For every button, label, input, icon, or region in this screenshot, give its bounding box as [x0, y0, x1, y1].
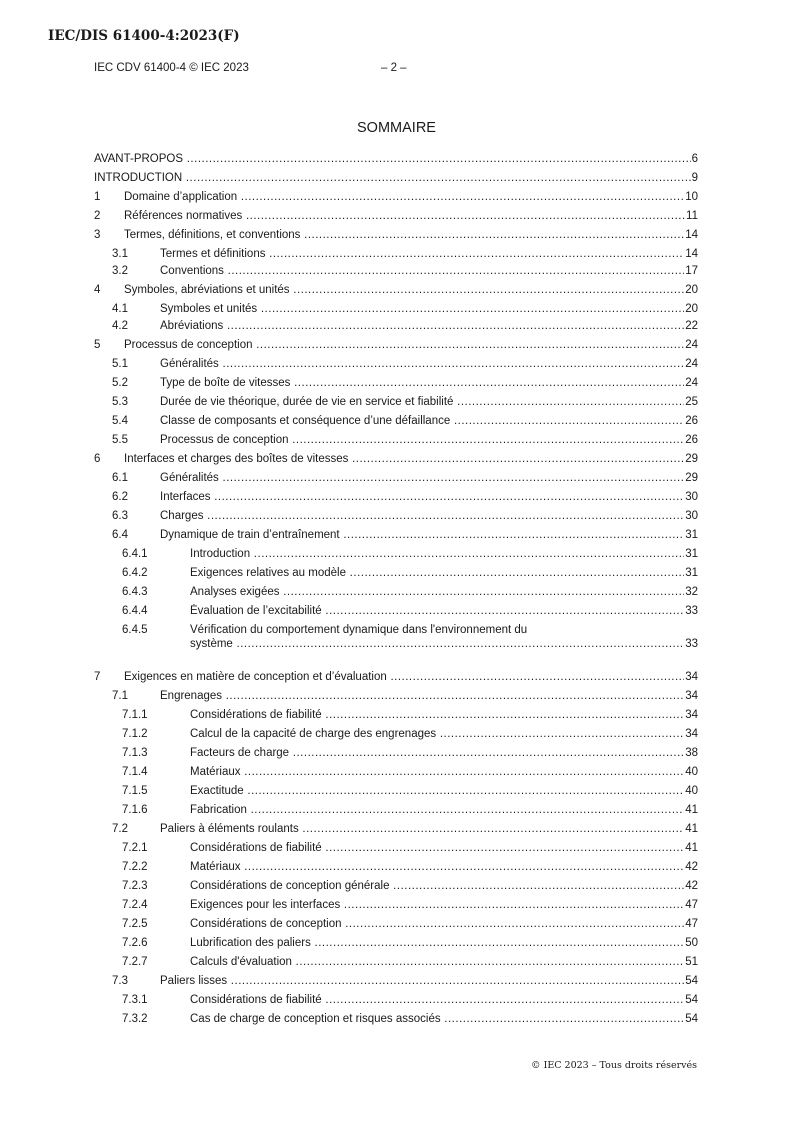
toc-entry-title: Termes, définitions, et conventions ..... — [124, 228, 684, 242]
toc-entry-page: 33 — [685, 605, 698, 617]
toc-entry-title: Symboles et unités ..... — [160, 302, 684, 316]
toc-entry-title: Paliers lisses ..... — [160, 974, 684, 988]
toc-entry-page: 17 — [685, 265, 698, 277]
toc-entry-page: 50 — [685, 937, 698, 949]
toc-entry-title: INTRODUCTION ..... — [94, 171, 691, 185]
toc-entry-page: 31 — [685, 548, 698, 560]
toc-entry-number: 7.1.1 — [122, 709, 148, 721]
toc-entry-page: 29 — [685, 472, 698, 484]
toc-entry-title: Références normatives ..... — [124, 209, 685, 223]
page-number: – 2 – — [381, 62, 407, 74]
toc-entry[interactable] — [94, 623, 698, 651]
toc-entry-title: Processus de conception ..... — [160, 433, 684, 447]
toc-entry-title: Considérations de fiabilité ..... — [190, 993, 684, 1007]
toc-entry-page: 14 — [685, 248, 698, 260]
toc-entry[interactable] — [94, 784, 698, 798]
toc-entry-page: 34 — [685, 690, 698, 702]
toc-entry-number: 7.2.4 — [122, 899, 148, 911]
document-id: IEC/DIS 61400-4:2023(F) — [48, 28, 240, 44]
toc-entry[interactable] — [94, 566, 698, 580]
toc-entry-page: 40 — [685, 766, 698, 778]
toc-entry-number: 7 — [94, 671, 101, 683]
toc-entry[interactable] — [94, 708, 698, 722]
toc-entry-title: Exactitude ..... — [190, 784, 684, 798]
toc-entry-number: 7.1.6 — [122, 804, 148, 816]
toc-entry[interactable] — [94, 547, 698, 561]
toc-entry-number: 7.2.5 — [122, 918, 148, 930]
toc-entry[interactable] — [94, 357, 698, 371]
toc-entry-page: 20 — [685, 303, 698, 315]
toc-entry-title: Considérations de conception générale ..... — [190, 879, 684, 893]
toc-entry-page: 51 — [685, 956, 698, 968]
toc-entry[interactable] — [94, 228, 698, 242]
toc-entry-title: Exigences relatives au modèle ..... — [190, 566, 684, 580]
toc-entry-number: 7.1 — [112, 690, 128, 702]
toc-entry[interactable] — [94, 433, 698, 447]
toc-entry-page: 54 — [685, 994, 698, 1006]
toc-entry-title: Analyses exigées ..... — [190, 585, 684, 599]
toc-entry[interactable] — [94, 993, 698, 1007]
toc-entry[interactable] — [94, 283, 698, 297]
toc-entry-number: 3.2 — [112, 265, 128, 277]
toc-entry-number: 7.2.7 — [122, 956, 148, 968]
toc-entry[interactable] — [94, 152, 698, 166]
toc-entry-title: Calcul de la capacité de charge des engrenages ..... — [190, 727, 684, 741]
toc-entry-number: 7.2.1 — [122, 842, 148, 854]
toc-entry[interactable] — [94, 528, 698, 542]
toc-entry-title: Calculs d'évaluation ..... — [190, 955, 684, 969]
toc-entry-page: 9 — [691, 172, 698, 184]
toc-entry-number: 7.2.2 — [122, 861, 148, 873]
toc-entry-page: 41 — [685, 804, 698, 816]
toc-entry-number: 3 — [94, 229, 101, 241]
toc-entry-number: 6.1 — [112, 472, 128, 484]
toc-entry-number: 6.2 — [112, 491, 128, 503]
toc-entry[interactable] — [94, 803, 698, 817]
toc-entry-title: Facteurs de charge ..... — [190, 746, 684, 760]
toc-entry-page: 31 — [685, 567, 698, 579]
toc-entry[interactable] — [94, 264, 698, 278]
toc-entry-number: 5.3 — [112, 396, 128, 408]
toc-entry-page: 10 — [685, 191, 698, 203]
toc-entry-number: 5.1 — [112, 358, 128, 370]
toc-entry-title: Interfaces et charges des boîtes de vitesses ..... — [124, 452, 684, 466]
toc-entry-title: Conventions ..... — [160, 264, 684, 278]
toc-entry-number: 5 — [94, 339, 101, 351]
toc-entry-page: 38 — [685, 747, 698, 759]
toc-entry-page: 30 — [685, 510, 698, 522]
table-of-contents — [94, 148, 698, 1026]
toc-entry-title: Charges ..... — [160, 509, 684, 523]
toc-entry[interactable] — [94, 414, 698, 428]
toc-entry-page: 54 — [685, 975, 698, 987]
toc-entry-title: Généralités ..... — [160, 357, 684, 371]
toc-entry-page: 11 — [686, 210, 698, 222]
toc-entry-page: 24 — [685, 358, 698, 370]
toc-entry-page: 34 — [685, 671, 698, 683]
toc-entry-page: 14 — [685, 229, 698, 241]
toc-entry-page: 47 — [685, 899, 698, 911]
toc-entry-number: 3.1 — [112, 248, 128, 260]
toc-entry-number: 7.3 — [112, 975, 128, 987]
toc-entry[interactable] — [94, 955, 698, 969]
toc-entry[interactable] — [94, 171, 698, 185]
toc-entry[interactable] — [94, 338, 698, 352]
toc-entry-number: 6.4.4 — [122, 605, 148, 617]
toc-entry-number: 5.4 — [112, 415, 128, 427]
toc-entry-page: 29 — [685, 453, 698, 465]
toc-entry[interactable] — [94, 302, 698, 316]
toc-entry-number: 7.1.4 — [122, 766, 148, 778]
toc-entry-page: 33 — [685, 638, 698, 650]
toc-entry-title: Fabrication ..... — [190, 803, 684, 817]
toc-entry[interactable] — [94, 376, 698, 390]
toc-entry-title: Symboles, abréviations et unités ..... — [124, 283, 684, 297]
toc-entry-title: Dynamique de train d’entraînement ..... — [160, 528, 684, 542]
toc-entry-page: 40 — [685, 785, 698, 797]
toc-entry[interactable] — [94, 1012, 698, 1026]
toc-entry-number: 7.1.3 — [122, 747, 148, 759]
toc-entry-number: 4.1 — [112, 303, 128, 315]
toc-entry[interactable] — [94, 689, 698, 703]
toc-entry[interactable] — [94, 974, 698, 988]
toc-entry-page: 41 — [685, 823, 698, 835]
toc-entry[interactable] — [94, 604, 698, 618]
toc-entry-page: 6 — [691, 153, 698, 165]
toc-entry-number: 6 — [94, 453, 101, 465]
toc-entry-number: 6.3 — [112, 510, 128, 522]
toc-entry-number: 6.4.5 — [122, 624, 148, 636]
toc-entry[interactable] — [94, 879, 698, 893]
toc-entry-title: Processus de conception ..... — [124, 338, 684, 352]
toc-entry-page: 54 — [685, 1013, 698, 1025]
toc-entry-title: Matériaux ..... — [190, 860, 684, 874]
toc-entry[interactable] — [94, 841, 698, 855]
toc-entry[interactable] — [94, 822, 698, 836]
running-head: IEC CDV 61400-4 © IEC 2023 — [94, 62, 249, 74]
toc-entry-number: 6.4.3 — [122, 586, 148, 598]
toc-entry-title: Généralités ..... — [160, 471, 684, 485]
toc-entry-title-continued: système ..... — [190, 637, 684, 651]
toc-entry-title: Exigences en matière de conception et d’évaluation ..... — [124, 670, 684, 684]
toc-entry-title: Vérification du comportement dynamique dans l'environnement du — [190, 624, 528, 636]
toc-entry-page: 42 — [685, 880, 698, 892]
toc-entry[interactable] — [94, 395, 698, 409]
toc-entry-number: 7.2 — [112, 823, 128, 835]
toc-entry[interactable] — [94, 765, 698, 779]
toc-entry-number: 7.3.1 — [122, 994, 148, 1006]
toc-entry-page: 26 — [685, 415, 698, 427]
toc-entry-number: 2 — [94, 210, 101, 222]
toc-entry[interactable] — [94, 917, 698, 931]
toc-entry-page: 24 — [685, 377, 698, 389]
toc-entry-title: Exigences pour les interfaces ..... — [190, 898, 684, 912]
toc-entry-title: Matériaux ..... — [190, 765, 684, 779]
toc-entry-page: 32 — [685, 586, 698, 598]
toc-entry-page: 20 — [685, 284, 698, 296]
toc-entry[interactable] — [94, 746, 698, 760]
toc-entry-number: 7.2.6 — [122, 937, 148, 949]
toc-entry-number: 1 — [94, 191, 101, 203]
toc-entry-page: 34 — [685, 728, 698, 740]
toc-entry-page: 26 — [685, 434, 698, 446]
toc-entry-title: Durée de vie théorique, durée de vie en service et fiabilité ..... — [160, 395, 684, 409]
toc-entry-title: Interfaces ..... — [160, 490, 684, 504]
toc-entry-number: 6.4.2 — [122, 567, 148, 579]
toc-entry-title: Abréviations ..... — [160, 319, 684, 333]
toc-entry[interactable] — [94, 509, 698, 523]
footer-copyright: © IEC 2023 – Tous droits réservés — [531, 1060, 697, 1071]
toc-entry-title: Introduction ..... — [190, 547, 684, 561]
toc-entry-title: Engrenages ..... — [160, 689, 684, 703]
toc-entry-page: 34 — [685, 709, 698, 721]
toc-entry-page: 47 — [685, 918, 698, 930]
toc-entry-number: 7.2.3 — [122, 880, 148, 892]
toc-entry-number: 7.3.2 — [122, 1013, 148, 1025]
toc-entry-title: Lubrification des paliers ..... — [190, 936, 684, 950]
toc-entry-page: 25 — [685, 396, 698, 408]
toc-entry[interactable] — [94, 452, 698, 466]
toc-entry-page: 42 — [685, 861, 698, 873]
toc-entry[interactable] — [94, 585, 698, 599]
toc-entry-title: Paliers à éléments roulants ..... — [160, 822, 684, 836]
toc-entry-title: Cas de charge de conception et risques associés ..... — [190, 1012, 684, 1026]
toc-entry-number: 4 — [94, 284, 101, 296]
toc-entry-number: 5.2 — [112, 377, 128, 389]
toc-entry-title: Évaluation de l’excitabilité ..... — [190, 604, 684, 618]
toc-entry[interactable] — [94, 209, 698, 223]
toc-entry-title: Type de boîte de vitesses ..... — [160, 376, 684, 390]
toc-entry-number: 6.4 — [112, 529, 128, 541]
toc-entry-page: 22 — [685, 320, 698, 332]
toc-entry-number: 7.1.2 — [122, 728, 148, 740]
toc-entry[interactable] — [94, 860, 698, 874]
toc-entry-title: Termes et définitions ..... — [160, 247, 684, 261]
toc-entry-page: 31 — [685, 529, 698, 541]
toc-entry-page: 41 — [685, 842, 698, 854]
toc-entry[interactable] — [94, 898, 698, 912]
toc-entry-title: Domaine d’application ..... — [124, 190, 684, 204]
toc-entry[interactable] — [94, 190, 698, 204]
toc-entry-title: Considérations de fiabilité ..... — [190, 841, 684, 855]
toc-entry[interactable] — [94, 319, 698, 333]
toc-entry-number: 5.5 — [112, 434, 128, 446]
toc-entry[interactable] — [94, 727, 698, 741]
toc-entry-title: Considérations de conception ..... — [190, 917, 684, 931]
toc-entry-title: AVANT-PROPOS ..... — [94, 152, 691, 166]
toc-entry-number: 6.4.1 — [122, 548, 148, 560]
toc-entry[interactable] — [94, 670, 698, 684]
toc-title: SOMMAIRE — [357, 120, 436, 136]
toc-entry[interactable] — [94, 490, 698, 504]
toc-entry[interactable] — [94, 936, 698, 950]
toc-entry-number: 4.2 — [112, 320, 128, 332]
toc-entry-page: 30 — [685, 491, 698, 503]
toc-entry[interactable] — [94, 247, 698, 261]
toc-entry-page: 24 — [685, 339, 698, 351]
toc-entry-title: Considérations de fiabilité ..... — [190, 708, 684, 722]
toc-entry-number: 7.1.5 — [122, 785, 148, 797]
toc-entry-title: Classe de composants et conséquence d’une défaillance ..... — [160, 414, 684, 428]
toc-entry[interactable] — [94, 471, 698, 485]
